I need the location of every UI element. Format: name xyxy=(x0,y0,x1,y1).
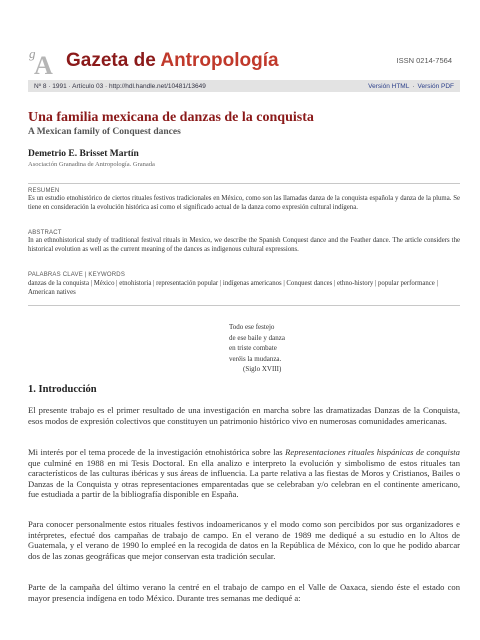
epigraph-source: (Siglo XVIII) xyxy=(243,365,282,373)
author-name: Demetrio E. Brisset Martín xyxy=(28,149,139,159)
journal-title[interactable] xyxy=(66,50,279,72)
journal-logo xyxy=(28,44,58,76)
paragraph-2 xyxy=(28,447,460,500)
divider xyxy=(28,305,460,306)
article-subtitle: A Mexican family of Conquest dances xyxy=(28,127,181,137)
abstract-text: In an ethnohistorical study of traditional festival rituals in Mexico, we describe the Spanish Conquest dance and the Feather dance. The article considers the historical evolution as well as the current meaning of the dances as indigenous cultural expressions. xyxy=(28,237,460,253)
epigraph xyxy=(229,322,285,375)
paragraph-2-start: Mi interés por el tema procede de la investigación etnohistórica sobre las xyxy=(28,447,286,457)
html-version-link[interactable]: Versión HTML xyxy=(368,82,410,90)
pdf-version-link[interactable]: Versión PDF xyxy=(417,82,454,90)
thesis-title: Representaciones rituales hispánicas de conquista xyxy=(285,447,460,457)
issn: ISSN 0214-7564 xyxy=(396,56,452,65)
citation-bar xyxy=(28,80,460,92)
divider xyxy=(28,183,460,184)
version-links xyxy=(368,83,454,90)
masthead xyxy=(28,44,460,78)
epigraph-line: en triste combate xyxy=(229,344,277,352)
journal-title-part1: Gazeta de xyxy=(66,50,161,71)
journal-title-part2: Antropología xyxy=(160,50,279,71)
keywords-label: PALABRAS CLAVE | KEYWORDS xyxy=(28,272,126,278)
svg-text:A: A xyxy=(34,51,53,76)
epigraph-line: veréis la mudanza. xyxy=(229,354,282,363)
article-title: Una familia mexicana de danzas de la conquista xyxy=(28,110,314,125)
epigraph-line: Todo ese festejo xyxy=(229,323,275,331)
section-heading: 1. Introducción xyxy=(28,384,97,395)
svg-text:g: g xyxy=(29,46,36,61)
keywords-list: danzas de la conquista | México | etnohistoria | representación popular | indígenas americanos | Conquest dances | ethno-history | popular performance | American natives xyxy=(28,280,438,296)
paragraph-2-end: que culminé en 1988 en mi Tesis Doctoral. En ella analizo e interpreto la evolución y simbolismo de estos rituales tan característicos de las culturas ibéricas y sus áreas de influencia. La parte relativa a las fiestas de Moros y Cristianos, Bailes o Danzas de la Conquista y otras representaciones emparentadas que se celebraban y/o celebran en el continente americano, fue estudiada a partir de la bibliografía disponible en España. xyxy=(28,457,460,500)
author-affiliation: Asociación Granadina de Antropología. Granada xyxy=(28,161,155,168)
paragraph-4: Parte de la campaña del último verano la centré en el trabajo de campo en el Valle de Oaxaca, siendo éste el estado con mayor presencia indígena en todo México. Durante tres semanas me dediqué a: xyxy=(28,582,460,603)
paragraph-3: Para conocer personalmente estos rituales festivos indoamericanos y el modo como son percibidos por sus organizadores e intérpretes, efectué dos campañas de trabajo de campo. En el verano de 1989 me dediqué a su estudio en lo Altos de Guatemala, y el verano de 1990 lo empleé en la recogida de datos en la República de México, con lo que he podido abarcar dos de las zonas geográficas que mejor conservan esta tradición secular. xyxy=(28,519,460,561)
resumen-label: RESUMEN xyxy=(28,188,60,194)
resumen-text: Es un estudio etnohistórico de ciertos rituales festivos tradicionales en México, como son las llamadas danza de la conquista española y danza de la pluma. Se tiene en consideración la evolución histórica así como el significado actual de la danza como expresión cultural indígena. xyxy=(28,195,460,211)
epigraph-line: de ese baile y danza xyxy=(229,333,285,342)
version-separator: · xyxy=(412,82,415,90)
paragraph-1: El presente trabajo es el primer resultado de una investigación en marcha sobre las dramatizadas Danzas de la Conquista, esos modos de expresión colectivos que constituyen un patrimonio histórico vivo en numerosas comunidades americanas. xyxy=(28,405,460,426)
citation-info: Nº 8 · 1991 · Artículo 03 · http://hdl.handle.net/10481/13649 xyxy=(34,82,206,90)
abstract-label: ABSTRACT xyxy=(28,230,62,236)
